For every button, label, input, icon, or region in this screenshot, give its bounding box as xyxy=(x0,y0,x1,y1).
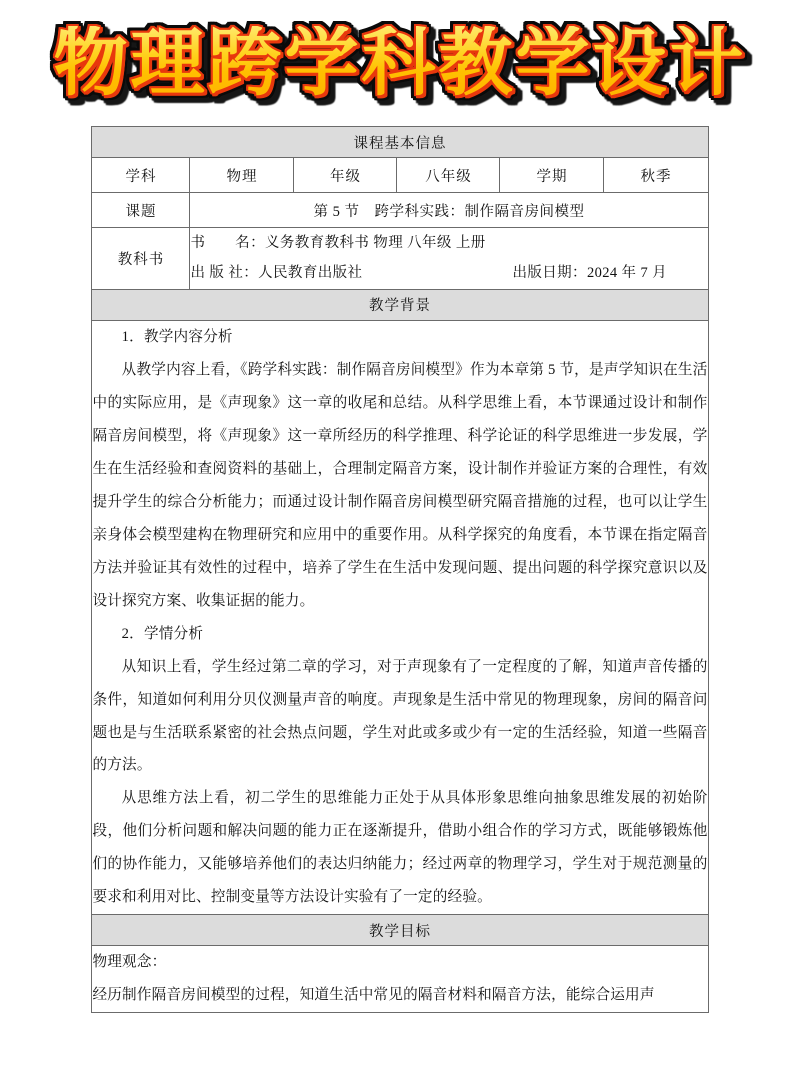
background-content xyxy=(92,320,708,914)
grade-value: 八年级 xyxy=(397,158,500,193)
table-row xyxy=(92,228,708,290)
term-value: 秋季 xyxy=(604,158,708,193)
subject-value: 物理 xyxy=(190,158,294,193)
background-paragraph-1: 从教学内容上看，《跨学科实践：制作隔音房间模型》作为本章第 5 节，是声学知识在生活中的实际应用，是《声现象》这一章的收尾和总结。从科学思维上看，本节课通过设计和制作隔音房间模型，将《声现象》这一章所经历的科学推理、科学论证的科学思维进一步发展，学生在生活经验和查阅资料的基础上，合理制定隔音方案，设计制作并验证方案的合理性，有效提升学生的综合分析能力；而通过设计制作隔音房间模型研究隔音措施的过程，也可以让学生亲身体会模型建构在物理研究和应用中的重要作用。从科学探究的角度看，本节课在指定隔音方法并验证其有效性的过程中，培养了学生在生活中发现问题、提出问题的科学探究意识以及设计探究方案、收集证据的能力。 xyxy=(92,361,708,609)
publisher-value: 人民教育出版社 xyxy=(258,265,363,282)
textbook-details xyxy=(190,228,708,290)
table-row xyxy=(92,127,708,158)
objectives-content xyxy=(92,946,708,1013)
table-row xyxy=(92,158,708,193)
topic-label: 课题 xyxy=(92,193,190,228)
table-row xyxy=(92,289,708,320)
topic-value: 第 5 节 跨学科实践：制作隔音房间模型 xyxy=(190,193,708,228)
grade-label: 年级 xyxy=(294,158,397,193)
pubdate-label: 出版日期： xyxy=(512,265,587,282)
page-title-band xyxy=(0,0,800,126)
textbook-label: 教科书 xyxy=(92,228,190,290)
textbook-name-label: 书 名： xyxy=(190,235,265,251)
background-heading-1: 1．教学内容分析 xyxy=(121,328,233,345)
background-heading-2: 2．学情分析 xyxy=(121,625,204,642)
textbook-publisher-line xyxy=(190,258,707,288)
objectives-paragraph-1: 经历制作隔音房间模型的过程，知道生活中常见的隔音材料和隔音方法，能综合运用声 xyxy=(92,987,655,1004)
background-paragraph-2: 从知识上看，学生经过第二章的学习，对于声现象有了一定程度的了解，知道声音传播的条件，知道如何利用分贝仪测量声音的响度。声现象是生活中常见的物理现象，房间的隔音问题也是与生活联系紧密的社会热点问题，学生对此或多或少有一定的生活经验，知道一些隔音的方法。 xyxy=(92,658,708,774)
textbook-name-value: 义务教育教科书 物理 八年级 上册 xyxy=(264,235,486,251)
table-row xyxy=(92,946,708,1013)
term-label: 学期 xyxy=(500,158,604,193)
page-title: 物理跨学科教学设计 xyxy=(53,20,747,106)
publisher-label: 出 版 社： xyxy=(190,265,259,282)
table-row xyxy=(92,320,708,914)
objectives-label: 物理观念： xyxy=(92,954,167,971)
section-header-objectives: 教学目标 xyxy=(92,915,708,946)
background-paragraph-3: 从思维方法上看，初二学生的思维能力正处于从具体形象思维向抽象思维发展的初始阶段，他们分析问题和解决问题的能力正在逐渐提升，借助小组合作的学习方式，既能够锻炼他们的协作能力，又能够培养他们的表达归纳能力；经过两章的物理学习，学生对于规范测量的要求和利用对比、控制变量等方法设计实验有了一定的经验。 xyxy=(92,790,708,906)
section-header-background: 教学背景 xyxy=(92,289,708,320)
lesson-plan-table xyxy=(91,126,708,1013)
pubdate-value: 2024 年 7 月 xyxy=(586,265,668,282)
subject-label: 学科 xyxy=(92,158,190,193)
textbook-name-line xyxy=(190,228,707,258)
table-row xyxy=(92,193,708,228)
table-row xyxy=(92,915,708,946)
section-header-course-info: 课程基本信息 xyxy=(92,127,708,158)
